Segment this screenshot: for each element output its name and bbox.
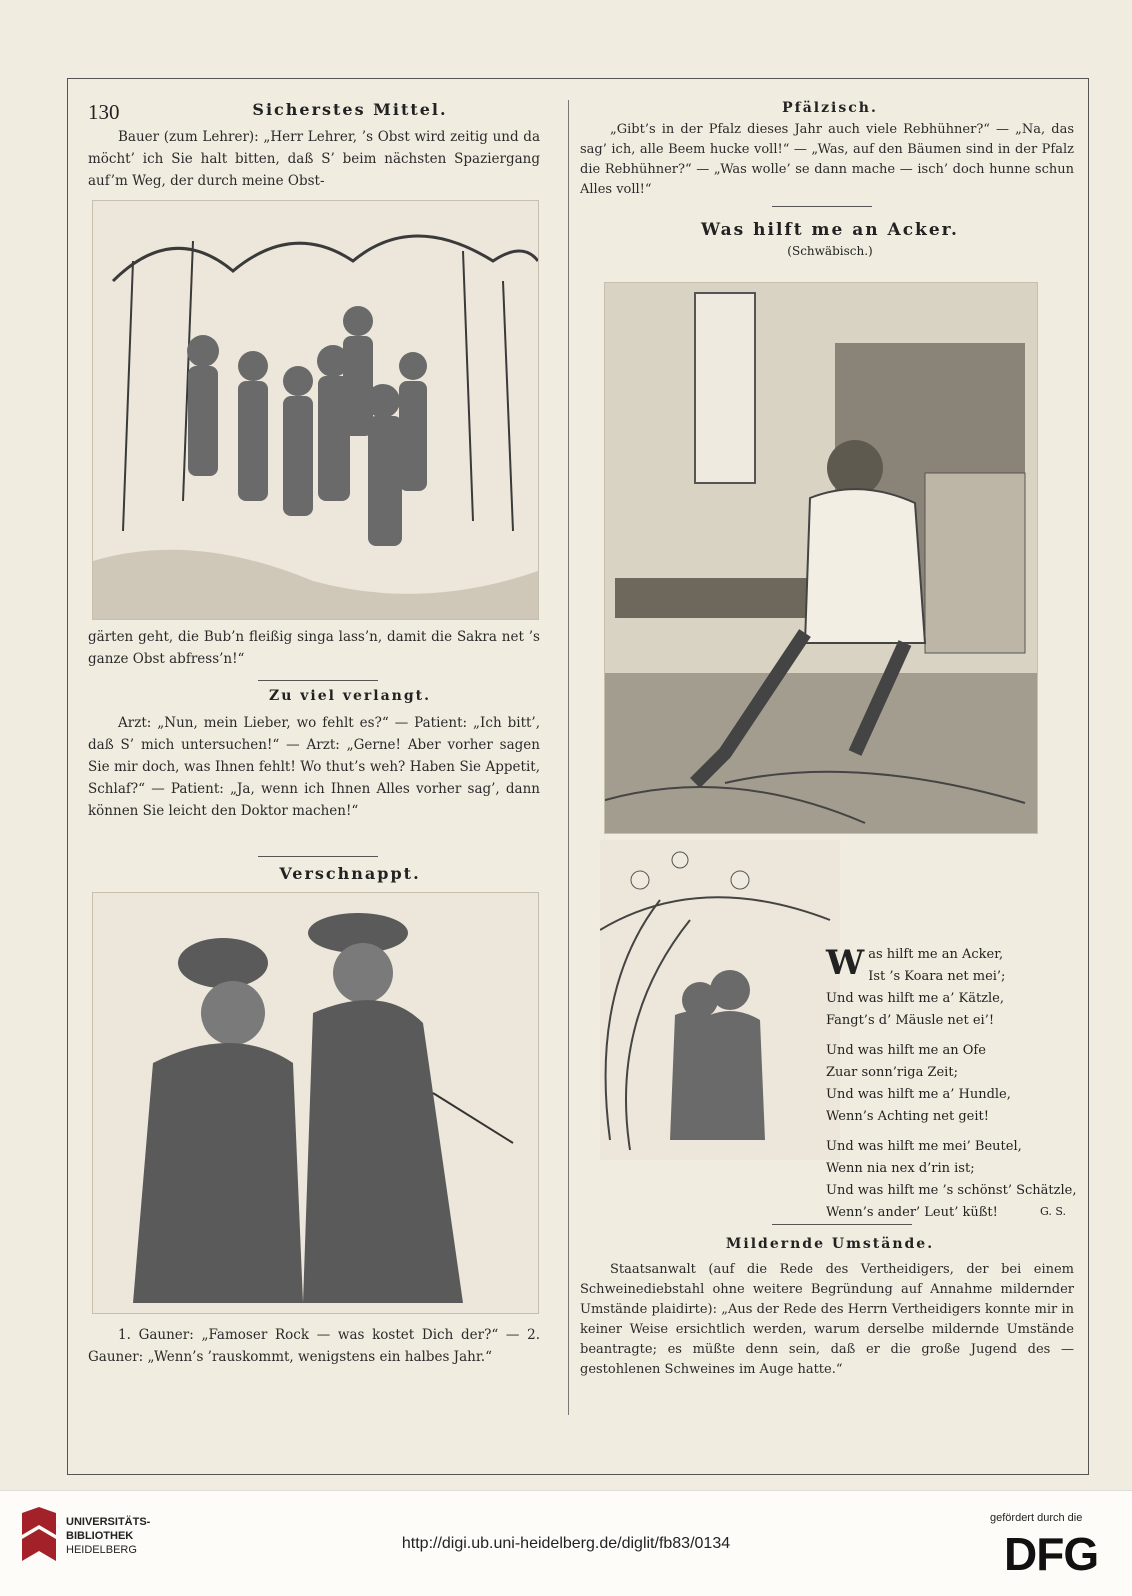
- title-verschnappt: Verschnappt.: [279, 864, 421, 883]
- title-sicherstes-mittel: Sicherstes Mittel.: [252, 100, 448, 119]
- drop-cap-letter: W: [826, 943, 865, 983]
- paragraph: Arzt: „Nun, mein Lieber, wo fehlt es?“ — Patient: „Ich bitt’, daß S’ mich untersuchen!“ — Arzt: „Gerne! Aber vorher sagen Sie mir doch, was Ihnen fehlt! Wo thut’s weh? Haben Sie Appetit, Schlaf?“ — Patient: „Ja, wenn ich Ihnen Alles vorher sag’, dann können Sie leicht den Doktor machen!“: [88, 715, 540, 819]
- story-zu-viel-verlangt: [88, 712, 540, 822]
- farmer-in-kitchen-illustration: [604, 282, 1038, 834]
- story-sicherstes-mittel-part1: [88, 126, 540, 192]
- permalink-url[interactable]: http://digi.ub.uni-heidelberg.de/diglit/fb83/0134: [401, 1535, 731, 1552]
- poem-stanza-1: [826, 944, 1086, 1032]
- story-mildernde-umstaende: [580, 1260, 1074, 1380]
- column-divider: [568, 100, 569, 1415]
- poem-line: Und was hilft me an Ofe: [826, 1043, 986, 1058]
- poem-line: as hilft me an Acker,: [868, 947, 1004, 962]
- poem-line: Und was hilft me mei’ Beutel,: [826, 1139, 1022, 1154]
- library-name-line: BIBLIOTHEK: [66, 1530, 134, 1542]
- paragraph: Bauer (zum Lehrer): „Herr Lehrer, ’s Obst wird zeitig und da möcht’ ich Sie halt bitten, daß S’ beim nächsten Spaziergang auf’m Weg, der durch meine Obst-: [88, 129, 540, 189]
- couple-drawing: [600, 840, 840, 1160]
- poem-line: Fangt’s d’ Mäusle net ei’!: [826, 1013, 995, 1028]
- sponsor-label: gefördert durch die: [990, 1512, 1083, 1524]
- paragraph: 1. Gauner: „Famoser Rock — was kostet Dich der?“ — 2. Gauner: „Wenn’s ’rauskommt, wenigstens ein halbes Jahr.“: [88, 1327, 540, 1365]
- section-rule: [772, 206, 872, 207]
- title-was-hilft-me-an-acker: Was hilft me an Acker.: [701, 220, 959, 240]
- two-crooks-illustration: [92, 892, 539, 1314]
- paragraph: gärten geht, die Bub’n fleißig singa lass’n, damit die Sakra net ’s ganze Obst abfress’n!“: [88, 629, 540, 667]
- poem-line: Und was hilft me a’ Kätzle,: [826, 991, 1005, 1006]
- subtitle-schwaebisch: (Schwäbisch.): [787, 244, 873, 258]
- story-pfaelzisch: [580, 120, 1074, 200]
- poem-was-hilft-me-an-acker: [826, 944, 1086, 1232]
- library-name-line: HEIDELBERG: [66, 1544, 137, 1556]
- poem-line: Wenn’s ander’ Leut’ küßt!: [826, 1205, 998, 1220]
- paragraph: Staatsanwalt (auf die Rede des Vertheidigers, der bei einem Schweinediebstahl ohne weitere Begründung auf Annahme mildernder Umstände plaidirte): „Aus der Rede des Herrn Vertheidigers konnte mir in keiner Weise ersichtlich werden, warum derselbe mildernde Umstände beantragte; es müßte denn sein, daß er die große Jugend des — gestohlenen Schweines im Auge hatte.“: [580, 1262, 1074, 1377]
- kissing-couple-floral-illustration: [600, 840, 840, 1160]
- orchard-drawing: [93, 201, 538, 619]
- title-pfaelzisch: Pfälzisch.: [782, 100, 878, 116]
- poem-line: Und was hilft me a’ Hundle,: [826, 1087, 1011, 1102]
- poem-line: Wenn’s Achting net geit!: [826, 1109, 989, 1124]
- poem-line: Zuar sonn’riga Zeit;: [826, 1065, 958, 1080]
- story-sicherstes-mittel-part2: [88, 626, 540, 670]
- story-verschnappt: [88, 1324, 540, 1368]
- schoolboys-singing-in-orchard-illustration: [92, 200, 539, 620]
- page-number: 130: [88, 100, 120, 124]
- poem-signature: G. S.: [1040, 1205, 1067, 1218]
- section-rule: [258, 856, 378, 857]
- title-zu-viel-verlangt: Zu viel verlangt.: [269, 688, 431, 704]
- section-rule: [258, 680, 378, 681]
- dfg-logo[interactable]: DFG: [1004, 1528, 1099, 1580]
- title-mildernde-umstaende: Mildernde Umstände.: [725, 1236, 935, 1252]
- farmer-drawing: [605, 283, 1037, 833]
- poem-stanza-2: [826, 1040, 1086, 1128]
- poem-line: Und was hilft me ’s schönst’ Schätzle,: [826, 1183, 1077, 1198]
- library-name-line: UNIVERSITÄTS-: [66, 1516, 151, 1528]
- poem-line: Ist ’s Koara net mei’;: [868, 969, 1006, 984]
- crooks-drawing: [93, 893, 538, 1313]
- section-rule: [772, 1224, 912, 1225]
- paragraph: „Gibt’s in der Pfalz dieses Jahr auch viele Rebhühner?“ — „Na, das sag’ ich, alle Beem hucke voll!“ — „Was, auf den Bäumen sind in der Pfalz die Rebhühner?“ — „Was wolle’ se dann mache — isch’ doch hunne schun Alles voll!“: [580, 122, 1074, 197]
- poem-line: Wenn nia nex d’rin ist;: [826, 1161, 975, 1176]
